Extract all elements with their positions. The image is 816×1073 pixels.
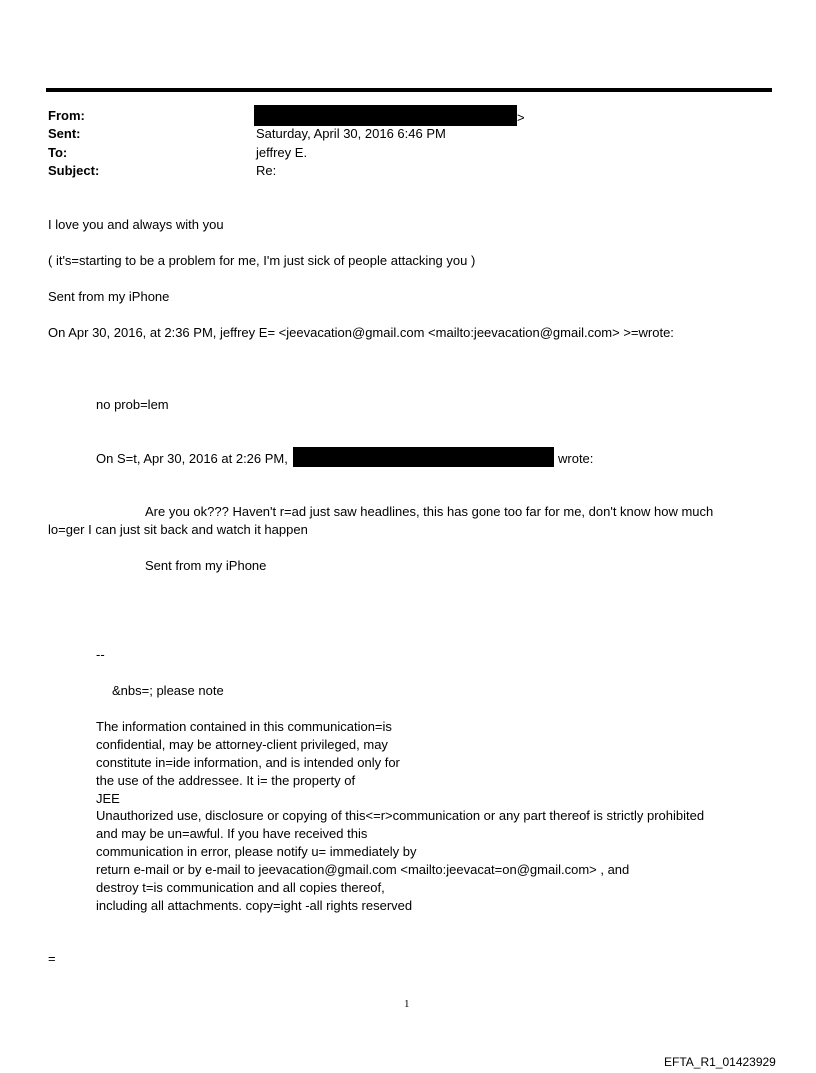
- dashes: --: [96, 647, 105, 662]
- from-suffix: >: [517, 110, 525, 125]
- disclaimer-line: The information contained in this communication=is: [96, 719, 392, 734]
- page-number: 1: [404, 998, 410, 1010]
- disclaimer-line: destroy t=is communication and all copies thereof,: [96, 880, 385, 895]
- header-rule: [46, 88, 772, 92]
- quote-intro: On Apr 30, 2016, at 2:36 PM, jeffrey E= <jeevacation@gmail.com <mailto:jeevacation@gmail.com> >=wrote:: [48, 325, 674, 340]
- disclaimer-line: and may be un=awful. If you have received this: [96, 826, 368, 841]
- sent-value: Saturday, April 30, 2016 6:46 PM: [256, 126, 446, 141]
- disclaimer-line: Unauthorized use, disclosure or copying of this<=r>communication or any part thereof is strictly prohibited: [96, 808, 705, 823]
- body-line-1: I love you and always with you: [48, 217, 224, 232]
- to-label: To:: [48, 145, 68, 160]
- document-id: EFTA_R1_01423929: [664, 1055, 776, 1069]
- quote2-prefix: On S=t, Apr 30, 2016 at 2:26 PM,: [96, 451, 288, 466]
- inner-line-1: Are you ok??? Haven't r=ad just saw headlines, this has gone too far for me, don't know how much: [145, 504, 714, 519]
- disclaimer-line: including all attachments. copy=ight -all rights reserved: [96, 898, 413, 913]
- signature-1: Sent from my iPhone: [48, 289, 170, 304]
- disclaimer-line: communication in error, please notify u= immediately by: [96, 844, 417, 859]
- signature-2: Sent from my iPhone: [145, 558, 267, 573]
- trailing-equals: =: [48, 951, 56, 966]
- body-line-2: ( it's=starting to be a problem for me, I'm just sick of people attacking you ): [48, 253, 476, 268]
- reply-1: no prob=lem: [96, 397, 169, 412]
- disclaimer-line: JEE: [96, 791, 120, 806]
- disclaimer-line: the use of the addressee. It i= the property of: [96, 773, 356, 788]
- quote2-suffix: wrote:: [558, 451, 594, 466]
- inner-line-2: lo=ger I can just sit back and watch it happen: [48, 522, 308, 537]
- from-label: From:: [48, 108, 85, 123]
- redacted-sender: [254, 105, 517, 126]
- disclaimer-line: return e-mail or by e-mail to jeevacation@gmail.com <mailto:jeevacat=on@gmail.com> , and: [96, 862, 630, 877]
- subject-value: Re:: [256, 163, 277, 178]
- to-value: jeffrey E.: [256, 145, 308, 160]
- redacted-quoted-sender: [293, 447, 554, 467]
- nbs-note: &nbs=; please note: [112, 683, 224, 698]
- subject-label: Subject:: [48, 163, 100, 178]
- disclaimer-line: confidential, may be attorney-client privileged, may: [96, 737, 388, 752]
- sent-label: Sent:: [48, 126, 81, 141]
- disclaimer-line: constitute in=ide information, and is intended only for: [96, 755, 400, 770]
